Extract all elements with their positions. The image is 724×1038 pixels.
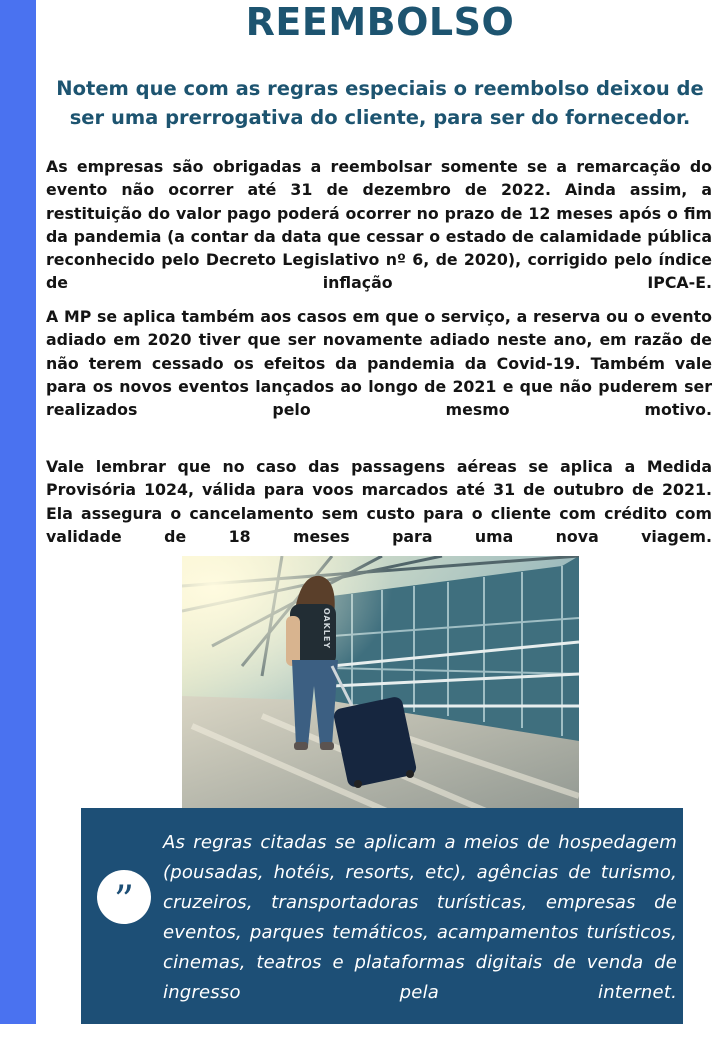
paragraph-refund-rules: As empresas são obrigadas a reembolsar somente se a remarcação do evento não ocorrer até 31 de dezembro de 2022. Ainda assim, a restituição do valor pago poderá ocorrer no prazo de 12 meses após o fim da pandemia (a contar da data que cessar o estado de calamidade pública reconhecido pelo Decreto Legislativo nº 6, de 2020), corrigido pelo índice de inflação IPCA-E. (46, 157, 712, 293)
quote-box (81, 808, 683, 1024)
page-title: REEMBOLSO (245, 0, 515, 44)
quote-text: As regras citadas se aplicam a meios de hospedagem (pousadas, hotéis, resorts, etc), agências de turismo, cruzeiros, transportadoras turísticas, empresas de eventos, parques temáticos, acampamentos turísticos, cinemas, teatros e plataformas digitais de venda de ingresso pela internet. (163, 832, 677, 1003)
paragraph-air-tickets: Vale lembrar que no caso das passagens aéreas se aplica a Medida Provisória 1024, válida para voos marcados até 31 de outubro de 2021. Ela assegura o cancelamento sem custo para o cliente com crédito com validade de 18 meses para uma nova viagem. (46, 457, 712, 546)
traveler-with-suitcase-photo (182, 556, 579, 822)
svg-text:”: ” (113, 878, 135, 924)
backpack-brand-label: OAKLEY (322, 607, 332, 650)
subtitle: Notem que com as regras especiais o reembolso deixou de ser uma prerrogativa do cliente, para ser do fornecedor. (56, 77, 704, 129)
left-accent-band (0, 0, 36, 1024)
photo-illustration (182, 556, 579, 822)
paragraph-mp-scope: A MP se aplica também aos casos em que o serviço, a reserva ou o evento adiado em 2020 tiver que ser novamente adiado neste ano, em razão de não terem cessado os efeitos da pandemia da Covid-19. Também vale para os novos eventos lançados ao longo de 2021 e que não puderem ser realizados pelo mesmo motivo. (46, 307, 712, 420)
quotation-marks-icon (97, 870, 151, 924)
